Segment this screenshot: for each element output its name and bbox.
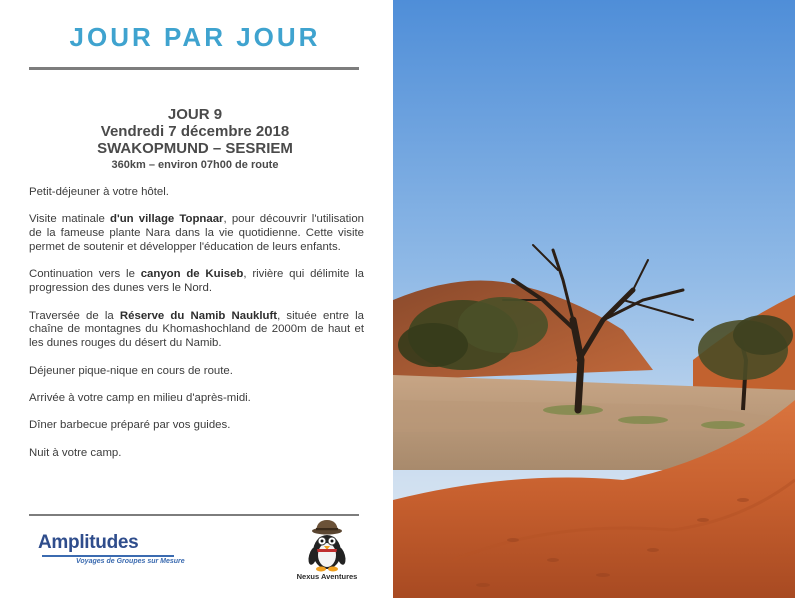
itinerary-panel [0, 0, 393, 598]
paragraph-topnaar-visit: Visite matinale d'un village Topnaar, pour découvrir l'utilisation de la fameuse plante Nara dans la vie quotidienne. Cette visite permet de soutenir et développer l'éducation de leurs enfants. [29, 213, 364, 253]
amplitudes-logo-underline [42, 555, 174, 557]
amplitudes-logo-name: Amplitudes [38, 532, 139, 553]
day-route: SWAKOPMUND – SESRIEM [97, 140, 293, 157]
paragraph-lunch: Déjeuner pique-nique en cours de route. [29, 364, 233, 377]
namib-desert-photo [393, 0, 795, 598]
bottom-divider [29, 514, 359, 516]
day-distance: 360km – environ 07h00 de route [111, 159, 279, 171]
itinerary-description [29, 186, 364, 474]
day-header [0, 106, 390, 173]
paragraph-breakfast: Petit-déjeuner à votre hôtel. [29, 186, 169, 198]
penguin-explorer-icon [294, 518, 360, 574]
day-date: Vendredi 7 décembre 2018 [100, 123, 290, 140]
paragraph-kuiseb-canyon: Continuation vers le canyon de Kuiseb, rivière qui délimite la progression des dunes vers le Nord. [29, 268, 364, 295]
paragraph-namib-naukluft: Traversée de la Réserve du Namib Naukluft, située entre la chaîne de montagnes du Khomashochland de 2000m de haut et les dunes rouges du désert du Namib. [29, 309, 364, 350]
paragraph-dinner: Dîner barbecue préparé par vos guides. [29, 419, 231, 432]
amplitudes-logo [38, 532, 185, 572]
page-title: JOUR PAR JOUR [69, 22, 321, 52]
nexus-aventures-logo [294, 518, 360, 584]
nexus-aventures-name: Nexus Aventures [296, 572, 358, 581]
top-divider [29, 67, 359, 70]
amplitudes-logo-tagline: Voyages de Groupes sur Mesure [76, 558, 185, 565]
paragraph-arrival: Arrivée à votre camp en milieu d'après-midi. [29, 391, 251, 404]
day-number: JOUR 9 [167, 106, 223, 123]
paragraph-night: Nuit à votre camp. [29, 446, 122, 459]
